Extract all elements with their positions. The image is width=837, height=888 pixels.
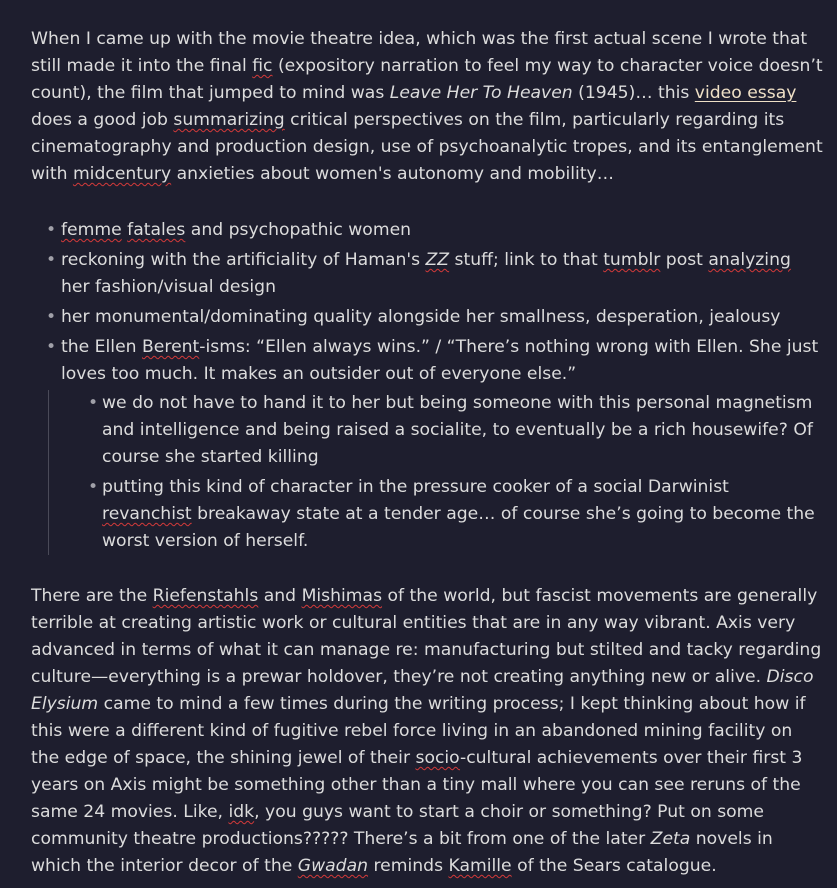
text-run: -cultural achievements over their first 3 years on Axis might be something other than a tiny mall where you can see reruns of the same 24 movies. Like, xyxy=(31,748,803,822)
misspelled-word[interactable]: summarizing xyxy=(173,110,285,130)
misspelled-word[interactable]: Mishimas xyxy=(301,586,383,606)
misspelled-word[interactable]: Berent xyxy=(142,337,200,357)
list-item[interactable] xyxy=(61,217,823,244)
series-title: Zeta xyxy=(650,829,691,849)
game-title: Disco Elysium xyxy=(31,667,814,714)
misspelled-word[interactable]: idk xyxy=(228,802,255,822)
text-run: the Ellen xyxy=(61,337,143,357)
text-run: anxieties about women's autonomy and mobility… xyxy=(171,164,614,184)
misspelled-word[interactable]: revanchist xyxy=(102,504,192,524)
text-run: -isms: “Ellen always wins.” / “There’s nothing wrong with Ellen. She just loves too much. It makes an outsider out of everyone else.” xyxy=(61,337,819,384)
video-essay-link[interactable]: video essay xyxy=(694,83,797,103)
misspelled-word[interactable]: femme xyxy=(61,220,122,240)
list-item[interactable] xyxy=(102,474,823,555)
misspelled-word[interactable]: socio xyxy=(415,748,461,768)
text-run: There are the xyxy=(31,586,153,606)
misspelled-word[interactable]: tumblr xyxy=(603,250,661,270)
text-run: novels in which the interior decor of the xyxy=(31,829,773,876)
misspelled-word[interactable]: fatales xyxy=(127,220,186,240)
nested-bullet-list xyxy=(48,390,823,555)
misspelled-word[interactable]: Kamille xyxy=(448,856,512,876)
misspelled-word[interactable]: midcentury xyxy=(72,164,172,184)
text-run: , you guys want to start a choir or something? Put on some community theatre productions????? There’s a bit from one of the later xyxy=(31,802,764,849)
bullet-list xyxy=(31,217,823,555)
paragraph-fascist-culture[interactable] xyxy=(31,583,823,880)
list-item[interactable] xyxy=(61,304,823,331)
text-run: putting this kind of character in the pressure cooker of a social Darwinist xyxy=(102,477,729,497)
misspelled-word[interactable]: fic xyxy=(252,56,273,76)
text-run: we do not have to hand it to her but being someone with this personal magnetism and intelligence and being raised a socialite, to eventually be a rich housewife? Of course she started killing xyxy=(102,393,813,467)
text-run: and xyxy=(258,586,302,606)
text-run: came to mind a few times during the writing process; I kept thinking about how if this were a different kind of fugitive rebel force living in an abandoned mining facility on the edge of space, the shining jewel of their xyxy=(31,694,806,768)
misspelled-word[interactable]: Gwadan xyxy=(297,856,369,876)
misspelled-word[interactable]: ZZ xyxy=(425,250,450,270)
text-run: reckoning with the artificiality of Haman's xyxy=(61,250,426,270)
film-title: Leave Her To Heaven xyxy=(389,83,573,103)
text-run: When I came up with the movie theatre idea, which was the first actual scene I wrote that still made it into the final xyxy=(31,29,808,76)
paragraph-movie-theatre[interactable] xyxy=(31,26,823,188)
misspelled-word[interactable]: Riefenstahls xyxy=(152,586,259,606)
text-run: breakaway state at a tender age… of course she’s going to become the worst version of herself. xyxy=(102,504,815,551)
text-run: (1945)… this xyxy=(572,83,695,103)
text-run: and psychopathic women xyxy=(185,220,412,240)
text-run: her fashion/visual design xyxy=(61,277,276,297)
text-run: (expository narration to feel my way to character voice doesn’t count), the film that jumped to mind was xyxy=(31,56,823,103)
text-run: stuff; link to that xyxy=(449,250,604,270)
text-run: her monumental/dominating quality alongside her smallness, desperation, jealousy xyxy=(61,307,781,327)
text-run: of the world, but fascist movements are generally terrible at creating artistic work or cultural entities that are in any way vibrant. Axis very advanced in terms of what it can manage re: manufacturing but stilted and tacky regarding culture—everything is a prewar holdover, they’re not creating anything new or alive. xyxy=(31,586,822,687)
text-run: of the Sears catalogue. xyxy=(511,856,717,876)
misspelled-word[interactable]: analyzing xyxy=(708,250,791,270)
list-item[interactable] xyxy=(61,334,823,555)
text-run: does a good job xyxy=(31,110,174,130)
text-run: reminds xyxy=(368,856,449,876)
list-item[interactable] xyxy=(61,247,823,301)
text-run: critical perspectives on the film, particularly regarding its cinematography and production design, use of psychoanalytic tropes, and its entanglement with xyxy=(31,110,823,184)
list-item[interactable] xyxy=(102,390,823,471)
text-run: post xyxy=(660,250,709,270)
document-body xyxy=(31,26,823,880)
